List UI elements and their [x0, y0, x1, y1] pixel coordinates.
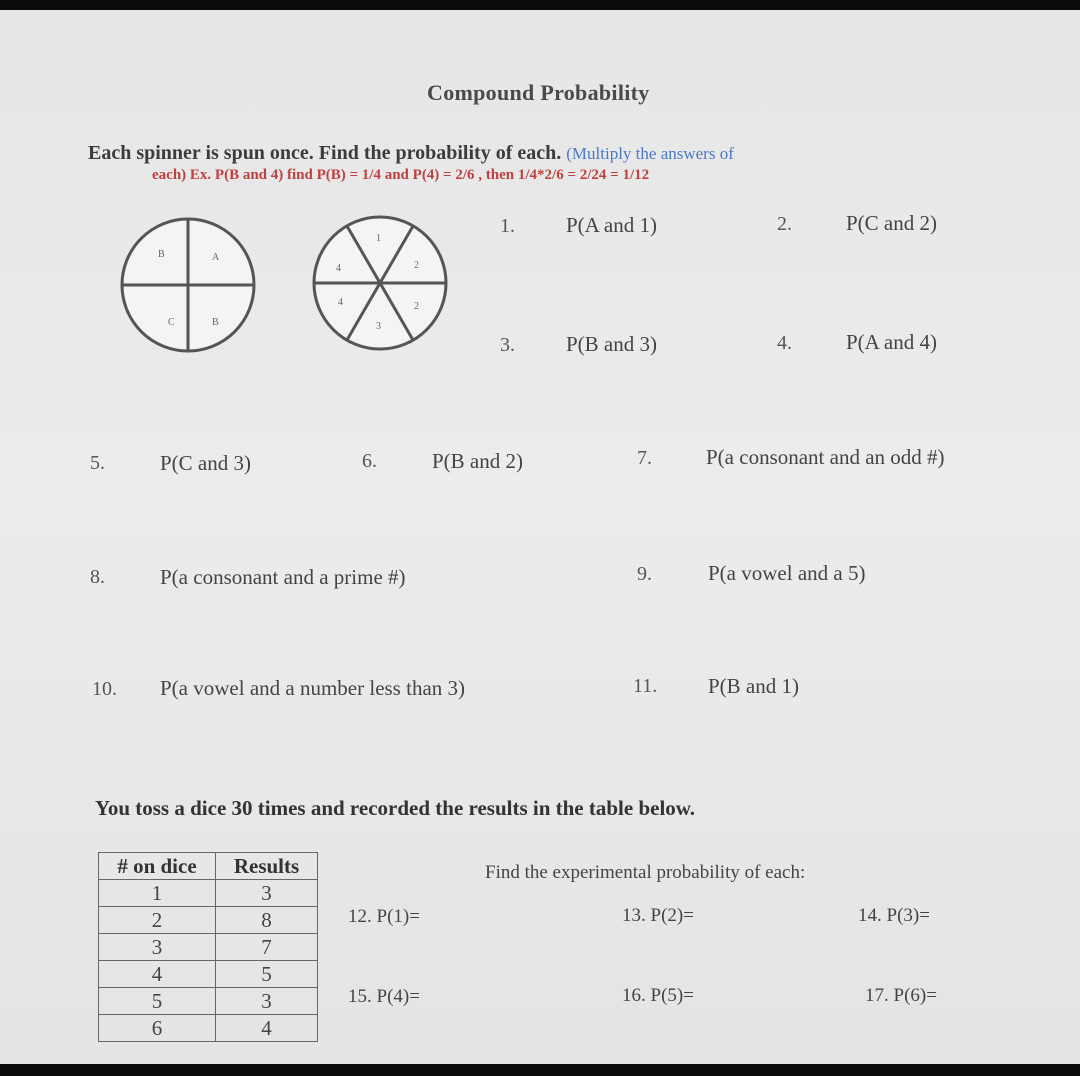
example-text: each) Ex. P(B and 4) find P(B) = 1/4 and P(4) = 2/6 , then 1/4*2/6 = 2/24 = 1/12 — [152, 167, 650, 183]
number-spinner-graphic — [310, 213, 450, 353]
table-cell-dice: 5 — [99, 988, 216, 1015]
question-8-text: P(a consonant and a prime #) — [160, 565, 406, 589]
question-13: 13. P(2)= — [622, 905, 694, 926]
spinner-letter-a: A — [212, 252, 220, 263]
spinner-letter-c: C — [168, 317, 175, 328]
letter-spinner — [118, 215, 258, 355]
table-row — [99, 1015, 318, 1042]
question-2-text: P(C and 2) — [846, 211, 937, 235]
question-7-number: 7. — [637, 447, 652, 469]
question-9-number: 9. — [637, 563, 652, 585]
table-cell-dice: 2 — [99, 907, 216, 934]
instructions — [88, 142, 734, 165]
instructions-hint: (Multiply the answers of — [566, 144, 734, 163]
letter-spinner-graphic — [118, 215, 258, 355]
question-17: 17. P(6)= — [865, 985, 937, 1006]
table-cell-result: 3 — [216, 880, 318, 907]
question-4-text: P(A and 4) — [846, 330, 937, 354]
table-row — [99, 907, 318, 934]
question-15: 15. P(4)= — [348, 986, 420, 1007]
table-cell-dice: 3 — [99, 934, 216, 961]
spinner-letter-b-top: B — [158, 249, 165, 260]
table-cell-result: 4 — [216, 1015, 318, 1042]
spinner-number-1: 1 — [376, 233, 381, 244]
question-9-text: P(a vowel and a 5) — [708, 561, 866, 585]
table-header-row — [99, 853, 318, 880]
question-1-text: P(A and 1) — [566, 213, 657, 237]
table-cell-result: 7 — [216, 934, 318, 961]
question-11-text: P(B and 1) — [708, 674, 799, 698]
table-cell-result: 5 — [216, 961, 318, 988]
table-cell-dice: 6 — [99, 1015, 216, 1042]
table-header-results: Results — [216, 853, 318, 880]
worksheet-page — [0, 10, 1080, 1064]
table-cell-dice: 1 — [99, 880, 216, 907]
page-title: Compound Probability — [427, 80, 650, 105]
question-4-number: 4. — [777, 332, 792, 354]
table-cell-dice: 4 — [99, 961, 216, 988]
spinner-number-3: 3 — [376, 321, 381, 332]
spinner-number-2-bottom: 2 — [414, 301, 419, 312]
question-16: 16. P(5)= — [622, 985, 694, 1006]
question-1-number: 1. — [500, 215, 515, 237]
spinner-number-4-bottom: 4 — [338, 297, 343, 308]
dice-results-table — [98, 852, 318, 1042]
table-row — [99, 880, 318, 907]
question-8-number: 8. — [90, 566, 105, 588]
question-2-number: 2. — [777, 213, 792, 235]
dice-instruction: Find the experimental probability of each: — [485, 862, 806, 883]
table-row — [99, 988, 318, 1015]
spinner-number-2-top: 2 — [414, 260, 419, 271]
table-cell-result: 8 — [216, 907, 318, 934]
question-14: 14. P(3)= — [858, 905, 930, 926]
instructions-main: Each spinner is spun once. Find the probability of each. — [88, 142, 562, 164]
spinner-number-4-top: 4 — [336, 263, 341, 274]
question-10-text: P(a vowel and a number less than 3) — [160, 676, 466, 700]
question-3-number: 3. — [500, 334, 515, 356]
number-spinner — [310, 213, 450, 353]
table-row — [99, 934, 318, 961]
question-7-text: P(a consonant and an odd #) — [706, 445, 945, 469]
question-3-text: P(B and 3) — [566, 332, 657, 356]
spinner-letter-b-bottom: B — [212, 317, 219, 328]
table-cell-result: 3 — [216, 988, 318, 1015]
question-5-text: P(C and 3) — [160, 451, 251, 475]
question-12: 12. P(1)= — [348, 906, 420, 927]
question-5-number: 5. — [90, 452, 105, 474]
question-6-text: P(B and 2) — [432, 449, 523, 473]
question-11-number: 11. — [633, 675, 658, 697]
table-row — [99, 961, 318, 988]
question-6-number: 6. — [362, 450, 377, 472]
table-header-dice: # on dice — [99, 853, 216, 880]
question-10-number: 10. — [92, 678, 117, 700]
dice-heading: You toss a dice 30 times and recorded the results in the table below. — [95, 796, 696, 820]
